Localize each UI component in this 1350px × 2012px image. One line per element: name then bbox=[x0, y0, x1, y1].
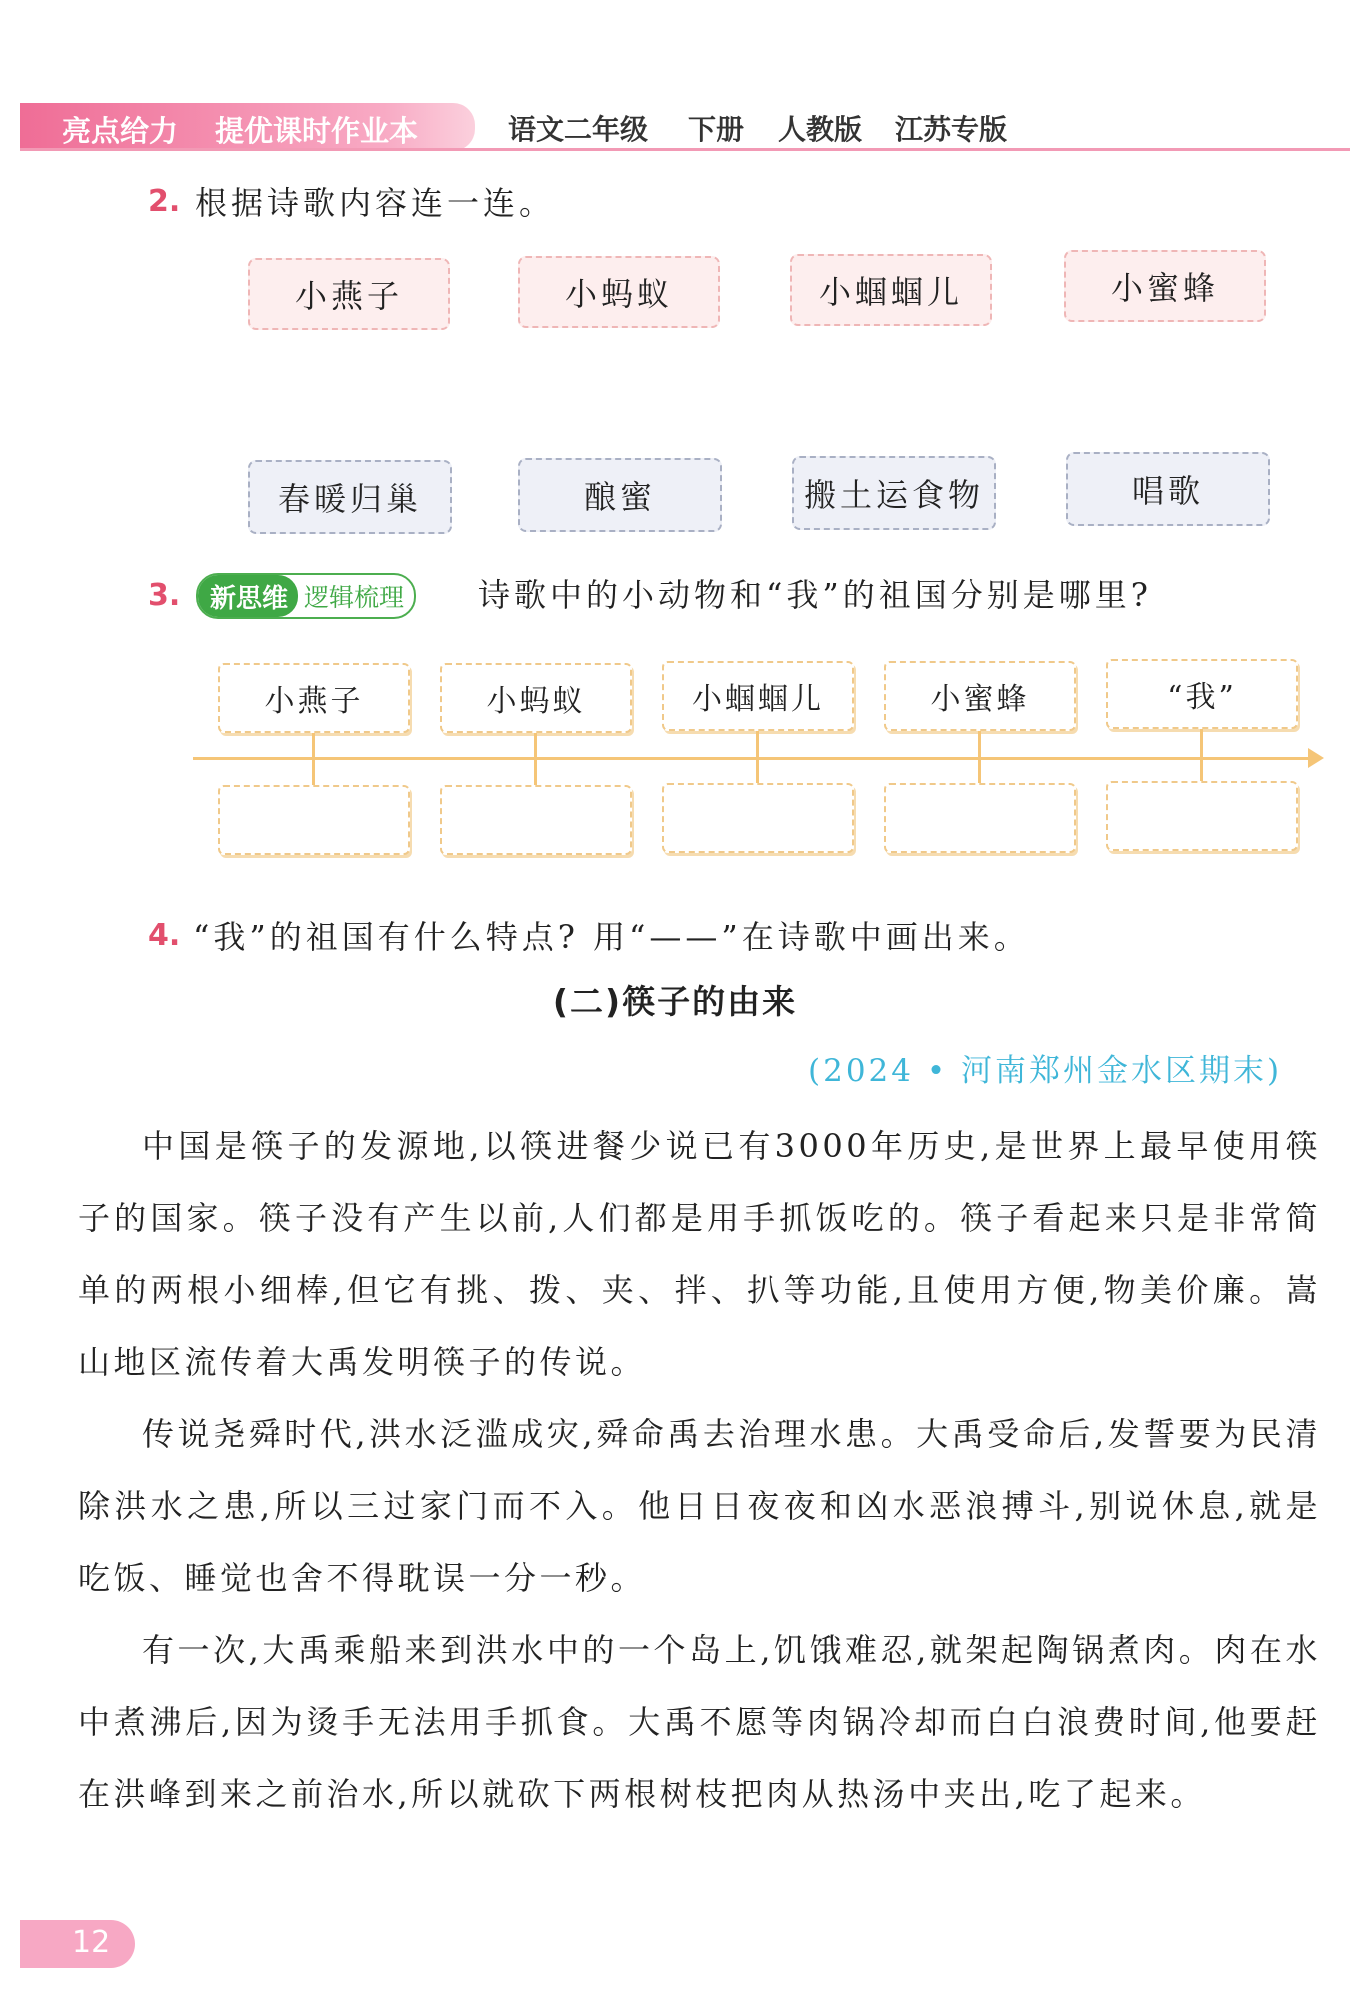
source-citation: (2024 • 河南郑州金水区期末) bbox=[808, 1053, 1283, 1089]
timeline-answer-box[interactable] bbox=[1106, 781, 1298, 851]
match-bottom-item[interactable]: 酿蜜 bbox=[518, 458, 722, 532]
subject-label: 语文二年级 bbox=[508, 113, 649, 146]
brand-subtitle: 提优课时作业本 bbox=[215, 114, 419, 148]
section-title: (二)筷子的由来 bbox=[552, 982, 798, 1021]
match-bottom-item[interactable]: 搬土运食物 bbox=[792, 456, 996, 530]
new-thinking-badge bbox=[196, 573, 416, 619]
q2-text: 根据诗歌内容连一连。 bbox=[195, 184, 556, 222]
timeline-label-box: “我” bbox=[1106, 659, 1298, 729]
q4-number: 4. bbox=[148, 918, 181, 953]
timeline-answer-box[interactable] bbox=[218, 785, 410, 855]
timeline-label-box: 小蜜蜂 bbox=[884, 661, 1076, 731]
paragraph: 传说尧舜时代,洪水泛滥成灾,舜命禹去治理水患。大禹受命后,发誓要为民清除洪水之患,所以三过家门而不入。他日日夜夜和凶水恶浪搏斗,别说休息,就是吃饭、睡觉也舍不得耽误一分一秒。 bbox=[78, 1415, 1321, 1597]
timeline-label-box: 小燕子 bbox=[218, 663, 410, 733]
paragraph: 有一次,大禹乘船来到洪水中的一个岛上,饥饿难忍,就架起陶锅煮肉。肉在水中煮沸后,因为烫手无法用手抓食。大禹不愿等肉锅冷却而白白浪费时间,他要赶在洪峰到来之前治水,所以就砍下两根树枝把肉从热汤中夹出,吃了起来。 bbox=[78, 1631, 1321, 1813]
edition-label: 人教版 bbox=[778, 113, 863, 146]
region-label: 江苏专版 bbox=[895, 113, 1008, 146]
q4-text: “我”的祖国有什么特点? 用“——”在诗歌中画出来。 bbox=[193, 918, 1030, 956]
timeline-label-box: 小蝈蝈儿 bbox=[662, 661, 854, 731]
match-top-item[interactable]: 小蚂蚁 bbox=[518, 256, 720, 328]
q3-text: 诗歌中的小动物和“我”的祖国分别是哪里? bbox=[478, 576, 1152, 614]
volume-label: 下册 bbox=[688, 113, 745, 146]
badge-main-label: 新思维 bbox=[198, 575, 298, 617]
match-bottom-item[interactable]: 春暖归巢 bbox=[248, 460, 452, 534]
timeline-axis bbox=[193, 757, 1315, 760]
timeline-label-box: 小蚂蚁 bbox=[440, 663, 632, 733]
badge-sub-label: 逻辑梳理 bbox=[304, 583, 405, 612]
timeline-arrow-icon bbox=[1308, 748, 1324, 768]
reading-passage bbox=[78, 1110, 1321, 1830]
match-top-item[interactable]: 小蝈蝈儿 bbox=[790, 254, 992, 326]
timeline-answer-box[interactable] bbox=[884, 783, 1076, 853]
timeline-answer-box[interactable] bbox=[440, 785, 632, 855]
match-top-item[interactable]: 小蜜蜂 bbox=[1064, 250, 1266, 322]
brand-name: 亮点给力 bbox=[62, 114, 179, 148]
page-number: 12 bbox=[72, 1925, 111, 1960]
timeline-answer-box[interactable] bbox=[662, 783, 854, 853]
match-top-item[interactable]: 小燕子 bbox=[248, 258, 450, 330]
q2-number: 2. bbox=[148, 184, 181, 219]
match-bottom-item[interactable]: 唱歌 bbox=[1066, 452, 1270, 526]
q3-number: 3. bbox=[148, 578, 181, 613]
paragraph: 中国是筷子的发源地,以筷进餐少说已有3000年历史,是世界上最早使用筷子的国家。筷子没有产生以前,人们都是用手抓饭吃的。筷子看起来只是非常简单的两根小细棒,但它有挑、拨、夹、拌、扒等功能,且使用方便,物美价廉。嵩山地区流传着大禹发明筷子的传说。 bbox=[78, 1127, 1321, 1381]
